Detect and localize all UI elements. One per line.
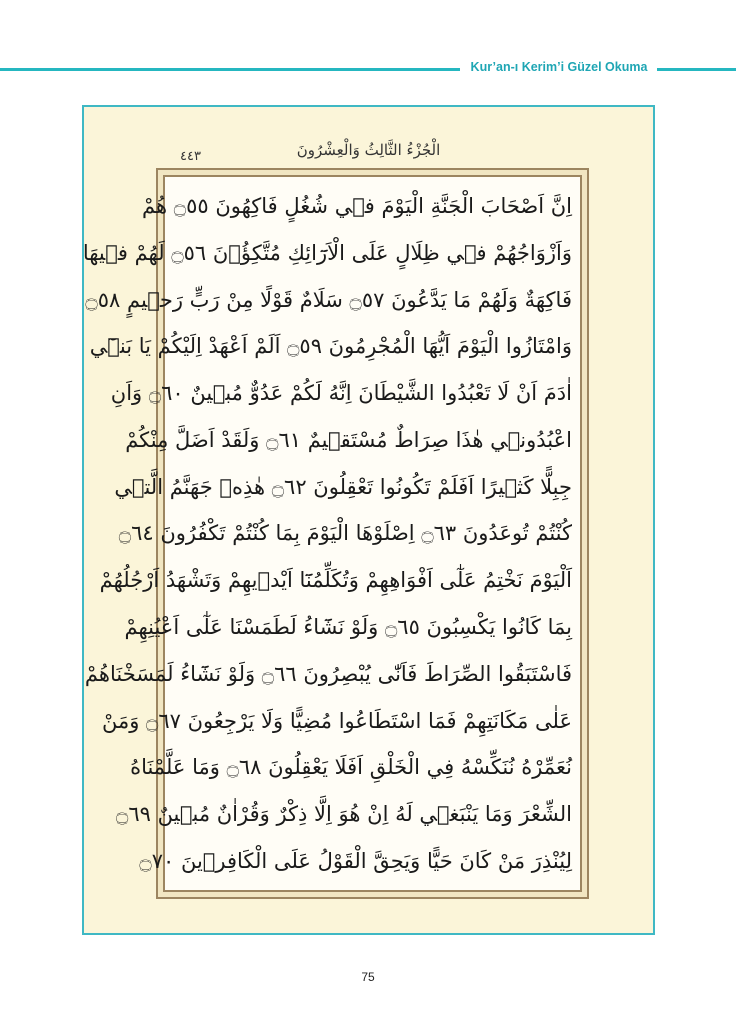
quran-line-1: اِنَّ اَصْحَابَ الْجَنَّةِ الْيَوْمَ ف۪ي شُغُلٍ فَاكِهُونَ ۝٥٥ هُمْ: [142, 194, 572, 218]
page-frame: [82, 105, 655, 935]
arabic-page-number: ٤٤٣: [180, 149, 201, 164]
quran-text-border: [82, 168, 589, 899]
quran-line-2: وَاَزْوَاجُهُمْ ف۪ي ظِلَالٍ عَلَى الْاَرَٓائِكِ مُتَّكِؤُ۫نَ ۝٥٦ لَهُمْ ف۪يهَا: [82, 240, 572, 265]
quran-text: [82, 187, 572, 880]
quran-text-panel: [82, 175, 582, 892]
header-rule-right: [657, 68, 736, 71]
quran-line-7: جِبِلًّا كَث۪يرًا اَفَلَمْ تَكُونُوا تَعْقِلُونَ ۝٦٢ هٰذِه۪ جَهَنَّمُ الَّت۪ي: [114, 474, 572, 499]
quran-line-5: اٰدَمَ اَنْ لَا تَعْبُدُوا الشَّيْطَانَ اِنَّهُ لَكُمْ عَدُوٌّ مُب۪ينٌ ۝٦٠ وَاَنِ: [110, 381, 572, 406]
quran-line-10: بِمَا كَانُوا يَكْسِبُونَ ۝٦٥ وَلَوْ نَشَٓاءُ لَطَمَسْنَا عَلٰٓى اَعْيُنِهِمْ: [124, 615, 572, 640]
quran-line-11: فَاسْتَبَقُوا الصِّرَاطَ فَاَنّٰى يُبْصِرُونَ ۝٦٦ وَلَوْ نَشَٓاءُ لَمَسَخْنَاهُمْ: [84, 661, 572, 686]
quran-line-9: اَلْيَوْمَ نَخْتِمُ عَلٰٓى اَفْوَاهِهِمْ وَتُكَلِّمُنَٓا اَيْد۪يهِمْ وَتَشْهَدُ اَرْجُلُهُمْ: [99, 568, 572, 593]
quran-line-8: كُنْتُمْ تُوعَدُونَ ۝٦٣ اِصْلَوْهَا الْيَوْمَ بِمَا كُنْتُمْ تَكْفُرُونَ ۝٦٤: [118, 521, 572, 546]
book-title: Kur’an-ı Kerim’i Güzel Okuma: [470, 60, 648, 74]
juz-title: الْجُزْءُ الثَّالِثُ وَالْعِشْرُونَ: [296, 141, 441, 159]
page-number: 75: [361, 970, 375, 984]
quran-line-6: اعْبُدُون۪ي هٰذَا صِرَاطٌ مُسْتَق۪يمٌ ۝٦١ وَلَقَدْ اَضَلَّ مِنْكُمْ: [125, 427, 572, 452]
quran-line-15: لِيُنْذِرَ مَنْ كَانَ حَيًّا وَيَحِقَّ الْقَوْلُ عَلَى الْكَافِر۪ينَ ۝٧٠: [139, 848, 572, 873]
quran-line-3: فَاكِهَةٌ وَلَهُمْ مَا يَدَّعُونَ ۝٥٧ سَلَامٌ قَوْلًا مِنْ رَبٍّ رَح۪يمٍ ۝٥٨: [85, 287, 572, 312]
quran-line-12: عَلٰى مَكَانَتِهِمْ فَمَا اسْتَطَاعُوا مُضِيًّا وَلَا يَرْجِعُونَ ۝٦٧ وَمَنْ: [101, 708, 572, 733]
quran-line-14: الشِّعْرَ وَمَا يَنْبَغ۪ي لَهُ اِنْ هُوَ اِلَّا ذِكْرٌ وَقُرْاٰنٌ مُب۪ينٌ ۝٦٩: [116, 802, 572, 827]
quran-line-4: وَامْتَازُوا الْيَوْمَ اَيُّهَا الْمُجْرِمُونَ ۝٥٩ اَلَمْ اَعْهَدْ اِلَيْكُمْ يَا بَن۪ٓي: [89, 334, 572, 359]
quran-line-13: نُعَمِّرْهُ نُنَكِّسْهُ فِي الْخَلْقِ اَفَلَا يَعْقِلُونَ ۝٦٨ وَمَا عَلَّمْنَاهُ: [130, 755, 572, 780]
header-rule-left: [0, 68, 460, 71]
